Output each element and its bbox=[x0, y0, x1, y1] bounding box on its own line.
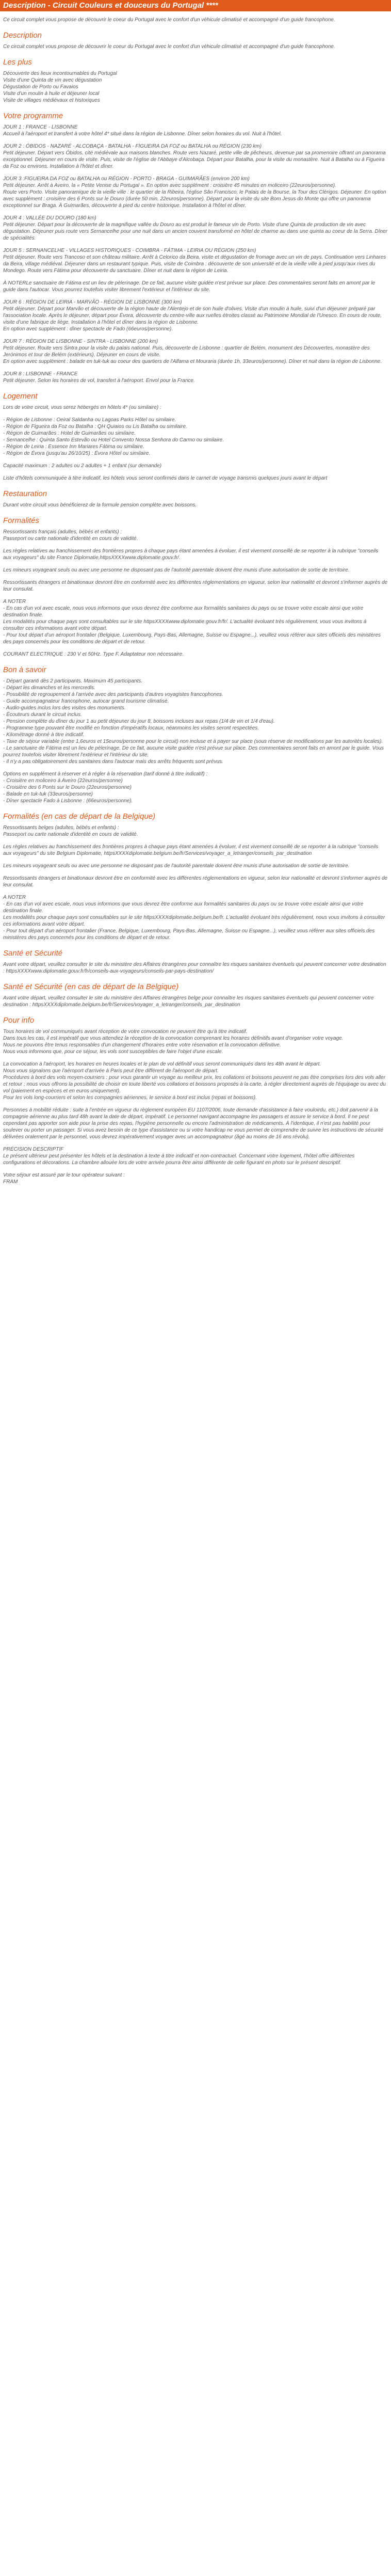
section-title: Formalités (en cas de départ de la Belgique) bbox=[3, 812, 156, 821]
page bbox=[0, 0, 391, 1185]
section-paragraph: La convocation à l'aéroport, les horaires en heures locales et le plan de vol définitif vous seront communiqués dans les 48h avant le départ. Nous vous signalons que l'aéroport d'arrivée à Paris peut être différent de l'aéroport de départ. Procédures à bord des vols moyen-courriers : pour vous garantir un voyage au meilleur prix, les collations et boissons peuvent ne pas être comprises lors des vols aller et retour ; nous vous offrons la possibilité de choisir en toute liberté vos collations et boissons proposés à la carte, à régler directement auprès de l'équipage ou avec du vol (paiement en espèces et en euros uniquement). Pour les vols long-courriers et selon les compagnies aériennes, le service à bord est inclus (repas et boissons). bbox=[3, 1061, 386, 1101]
section-paragraph: Les mineurs voyageant seuls ou avec une personne ne disposant pas de l'autorité parentale doivent être munis d'une autorisation de sortie de territoire. bbox=[3, 567, 350, 573]
sections-container bbox=[3, 30, 388, 1185]
section-paragraph: Options en supplément à réserver et à régler à la réservation (tarif donné à titre indicatif) : - Croisière en moliceiro à Aveiro (22euros/personne) - Croisière des 6 Ponts sur le Douro (22euros/personne) - Balade en tuk-tuk (33euros/personne) - Dîner spectacle Fado à Lisbonne : (66euros/personne). bbox=[3, 771, 208, 804]
section-paragraph: Durant votre circuit vous bénéficierez de la formule pension complète avec boissons. bbox=[3, 502, 197, 508]
intro-text: Ce circuit complet vous propose de découvrir le coeur du Portugal avec le confort d'un véhicule climatisé et accompagné d'un guide francophone. bbox=[3, 17, 335, 23]
section-paragraph: À NOTERLe sanctuaire de Fátima est un lieu de pèlerinage. De ce fait, aucune visite guidée n'est prévue sur place. Des commentaires seront faits en amont par le guide dans l'autocar. Vous pourrez toutefois visiter librement l'extérieur et l'intérieur du site. bbox=[3, 280, 376, 293]
section-paragraph: A NOTER - En cas d'un vol avec escale, nous vous informons que vous devrez être conforme aux formalités sanitaires du pays ou se trouve votre escale ainsi que votre destination finale. Les modalités pour chaque pays sont consultables sur le site httpsXXXXwww.diplomatie.gouv.fr/fr/. L'actualité évoluant très régulièrement, vous vous invitons à consulter ces informations avant votre départ. - Pour tout départ d'un aéroport frontalier (Belgique, Luxembourg, Pays-Bas, Allemagne, Suisse ou Espagne...), veuillez vous référer aux sites officiels des ministères des pays concernés pour les conditions de départ et de retour. bbox=[3, 599, 381, 645]
section-title: Votre programme bbox=[3, 112, 63, 120]
section-title: Logement bbox=[3, 392, 38, 401]
section-paragraph: JOUR 6 : RÉGION DE LEIRIA - MARVÃO - RÉGION DE LISBONNE (300 km) Petit déjeuner. Départ pour Marvão et découverte de la région haute de l'Alentejo et de son huile d'olives. Visite d'un moulin à huile, suivi d'un déjeuner préparé par l'association locale. Après le déjeuner, départ pour Évora, découverte du centre-ville aux ruelles étroites classé au Patrimoine Mondial de l'Unesco. En cours de route, visite d'une fabrique de liège. Installation à l'hôtel et dîner dans la région de Lisbonne. En option avec supplément : dîner spectacle de Fado (66euros/personne). bbox=[3, 299, 382, 332]
section bbox=[3, 489, 388, 508]
section-paragraph: Ressortissants français (adultes, bébés et enfants) : Passeport ou carte nationale d'identité en cours de validité. bbox=[3, 529, 138, 542]
section-paragraph: Les règles relatives au franchissement des frontières propres à chaque pays étant amenées à évoluer, il est vivement conseillé de se reporter à la rubrique "conseils aux voyageurs" du site France Diplomatie,httpsXXXXwww.diplomatie.gouv.fr/. bbox=[3, 548, 379, 561]
section-paragraph: Personnes à mobilité réduite : suite à l'entrée en vigueur du règlement européen EU 1107/2006, toute demande d'assistance à faire vouloirdu, etc.) doit parvenir à la compagnie aérienne au plus tard 48h avant la date de départ, impératif. Le personnel navigant accompagne les passagers et assure le service à bord. Il ne peut cependant pas apporter son aide pour la prise des repas, l'hygiène personnelle ou encore l'administration de médicaments. À l'identique, il n'est pas habilité pour soulever ou porter un passager. Si vous avez besoin de ce type d'assistance ou si votre handicap ne vous permet de comprendre de suivre les instructions de sécurité délivrées oralement par le personnel, vous devrez impérativement voyager avec un accompagnateur (âgé au moins de 16 ans révolu). bbox=[3, 1107, 383, 1140]
section-paragraph: Découverte des lieux incontournables du Portugal Visite d'une Quinta de vin avec dégustation Dégustation de Porto ou Favaios Visite d'un moulin à huile et déjeuner local Visite de villages médiévaux et historiques bbox=[3, 71, 117, 103]
section bbox=[3, 1015, 388, 1185]
section bbox=[3, 30, 388, 50]
section-paragraph: Ressortissants étrangers et binationaux devront être en conformité avec les différentes réglementations en vigueur, selon leur nationalité et devront s'informer auprès de leur consulat. bbox=[3, 580, 388, 592]
section-title: Description bbox=[3, 31, 42, 40]
section bbox=[3, 982, 388, 1008]
section bbox=[3, 57, 388, 104]
section-paragraph: Tous horaires de vol communiqués avant réception de votre convocation ne peuvent être qu'à titre indicatif. Dans tous les cas, il est impératif que vous attendiez la réception de la convocation comprenant les horaires définitifs avant d'organiser votre voyage. Nous ne pouvons être tenus responsables d'un changement d'horaires entre votre réservation et la convocation définitive. Nous vous informons que, pour ce séjour, les vols sont susceptibles de faire l'objet d'une escale. bbox=[3, 1029, 344, 1055]
section-paragraph: Les mineurs voyageant seuls ou avec une personne ne disposant pas de l'autorité parentale doivent être munis d'une autorisation de sortie de territoire. bbox=[3, 863, 350, 869]
section-paragraph: JOUR 1 : FRANCE - LISBONNE Accueil à l'aéroport et transfert à votre hôtel 4* situé dans la région de Lisbonne. Dîner selon horaires du vol. Nuit à l'hôtel. bbox=[3, 124, 282, 137]
section bbox=[3, 111, 388, 384]
section-title: Pour info bbox=[3, 1016, 35, 1025]
section-paragraph: COURANT ELECTRIQUE : 230 V et 50Hz. Type F. Adaptateur non nécessaire. bbox=[3, 651, 184, 657]
section-paragraph: JOUR 2 : ÓBIDOS - NAZARÉ - ALCOBAÇA - BATALHA - FIGUEIRA DA FOZ ou BATALHA ou RÉGION (230 km) Petit déjeuner. Départ vers Óbidos, cité médiévale aux maisons blanches. Route vers Nazaré, petite ville de pêcheurs, devenue par sa promenoire offrant un panorama exceptionnel. Déjeuner en cours de visite. Puis, visite de l'église de l'Abbaye d'Alcobaça. Départ pour Batalha, pour la visite du monastère. Nuit à Batalha ou à Figueira da Foz ou environs. Installation à l'hôtel et dîner. bbox=[3, 144, 386, 169]
section-paragraph: JOUR 5 : SERNANCELHE - VILLAGES HISTORIQUES - COIMBRA - FÁTIMA - LEIRIA OU RÉGION (250 km) Petit déjeuner. Route vers Trancoso et son château militaire. Arrêt à Celorico da Beira, visite et dégustation de fromage avec un vin de pays. Continuation vers Linhares da Beira, village médiéval. Déjeuner dans un restaurant typique. Puis, visite de Coimbra : découverte de son université et de la vieille ville à pied jusqu'aux rives du Mondego. Route vers Fátima pour découverte du sanctuaire. Dîner et nuit dans la région de Leiria. bbox=[3, 248, 386, 274]
section-title: Formalités bbox=[3, 516, 40, 525]
section-title: Les plus bbox=[3, 58, 32, 67]
section-paragraph: Liste d'hôtels communiquée à titre indicatif, les hôtels vous seront confirmés dans le carnet de voyage transmis quelques jours avant le départ bbox=[3, 475, 328, 481]
section bbox=[3, 812, 388, 941]
section bbox=[3, 665, 388, 804]
section bbox=[3, 948, 388, 975]
section-paragraph: - Départ garanti dès 2 participants. Maximum 45 participants. - Départ les dimanches et les mercredis. - Possibilité de regroupement à l'arrivée avec des participants d'autres voyagistes francophones. - Guide accompagnateur francophone, autocar grand tourisme climatisé. - Audio-guides inclus lors des visites des monuments. - Écouteurs durant le circuit inclus. - Pension complète du dîner du jour 1 au petit déjeuner du jour 8, boissons incluses aux repas (1/4 de vin et 1/4 d'eau). - Programme type pouvant être modifié en fonction d'impératifs locaux, néanmoins les visites seront respectées. - Kilométrage donné à titre indicatif. - Taxe de séjour variable (entre 1,6euros et 15euros/personne pour le circuit) non incluse et à payer sur place (sous réserve de modifications par les autorités locales). - Le sanctuaire de Fátima est un lieu de pèlerinage. De ce fait, aucune visite guidée n'est prévue sur place. Des commentaires seront faits en amont par le guide. Vous pourrez toutefois visiter librement l'extérieur et l'intérieur du site. - Il n'y a pas obligatoirement des sanitaires dans l'autocar mais des arrêts fréquents sont prévus. bbox=[3, 678, 384, 765]
section-paragraph: A NOTER - En cas d'un vol avec escale, nous vous informons que vous devrez être conforme aux formalités sanitaires du pays ou se trouve votre escale ainsi que votre destination finale. Les modalités pour chaque pays sont consultables sur le site httpsXXXXdiplomatie.belgium.be/fr. L'actualité évoluant très régulièrement, nous vous invitons à consulter ces informations avant votre départ. - Pour tout départ d'un aéroport frontalier (France, Belgique, Luxembourg, Pays-Bas, Allemagne, Suisse ou Espagne...), veuillez vous référer aux sites officiels des ministères des pays concernés pour les conditions de départ et de retour. bbox=[3, 895, 385, 941]
section-paragraph: JOUR 4 : VALLÉE DU DOURO (180 km) Petit déjeuner. Départ pour la découverte de la magnifique vallée du Douro au est produit le fameux vin de Porto. Visite d'une Quinta de production de vin avec dégustation. Déjeuner puis route vers Sernancelhe pour une nuit dans un ancien couvent transformé en hôtel de charme au dans une quinta au coeur de la Serra. Dîner de spécialités. bbox=[3, 215, 387, 241]
section-paragraph: Ressortissants belges (adultes, bébés et enfants) : Passeport ou carte nationale d'identité en cours de validité. bbox=[3, 825, 138, 837]
section-paragraph: - Région de Lisbonne : Oeiral Saldanha ou Lagoas Parks Hôtel ou similaire. - Région de Figueira da Foz ou Batalha : QH Quiaios ou Lis Batalha ou similaire. - Région de Guimarães : Hotel de Guimarães ou similaire. - Sernancelhe : Quinta Santo Estevão ou Hotel Convento Nossa Senhora do Carmo ou similaire. - Région de Leiria : Essence Inn Mariares Fátima ou similaire. - Région de Évora (jusqu'au 26/10/25) : Évora Hôtel ou similaire. bbox=[3, 417, 224, 456]
section-paragraph: JOUR 8 : LISBONNE - FRANCE Petit déjeuner. Selon les horaires de vol, transfert à l'aéroport. Envol pour la France. bbox=[3, 371, 195, 384]
section-title: Santé et Sécurité bbox=[3, 949, 63, 958]
section-paragraph: Avant votre départ, veuillez consulter le site du ministère des Affaires étrangères pour connaître les risques sanitaires éventuels qui peuvent concerner votre destination : httpsXXXXwww.diplomatie.gouv.fr/fr/conseils-aux-voyageurs/conseils-par-pays-destination/ bbox=[3, 962, 386, 974]
section-paragraph: Les règles relatives au franchissement des frontières propres à chaque pays étant amenées à évoluer, il est vivement conseillé de se reporter à la rubrique "conseils aux voyageurs" du site Belgium Diplomatie, httpsXXXXdiplomatie.belgium.be/fr/Services/voyager_a_letranger/conseils_par_destination bbox=[3, 844, 379, 856]
section-paragraph: Ressortissants étrangers et binationaux devront être en conformité avec les différentes réglementations en vigueur, selon leur nationalité et devront s'informer auprès de leur consulat. bbox=[3, 876, 388, 888]
section-title: Santé et Sécurité (en cas de départ de la Belgique) bbox=[3, 982, 179, 991]
section bbox=[3, 516, 388, 658]
section-paragraph: JOUR 7 : RÉGION DE LISBONNE - SINTRA - LISBONNE (200 km) Petit déjeuner. Route vers Sintra pour la visite du palais national. Puis, découverte de Lisbonne : quartier de Belém, monument des Découvertes, monastère des Jerónimos et tour de Belém (extérieurs). Déjeuner en cours de visite. En option avec supplément : balade en tuk-tuk au coeur des quartiers de l'Alfama et Mouraria (durée 1h, 33euros/personne). Dîner et nuit dans la région de Lisbonne. bbox=[3, 339, 382, 364]
section-paragraph: Votre séjour est assuré par le tour opérateur suivant : FRAM bbox=[3, 1172, 125, 1185]
section-paragraph: Capacité maximum : 2 adultes ou 2 adultes + 1 enfant (sur demande) bbox=[3, 463, 162, 469]
section-title: Restauration bbox=[3, 489, 47, 498]
section-paragraph: Ce circuit complet vous propose de découvrir le coeur du Portugal avec le confort d'un véhicule climatisé et accompagné d'un guide francophone. bbox=[3, 44, 335, 50]
section-paragraph: Lors de votre circuit, vous serez hébergés en hôtels 4* (ou similaire) : bbox=[3, 405, 161, 410]
section bbox=[3, 391, 388, 482]
section-title: Bon à savoir bbox=[3, 665, 46, 674]
content bbox=[0, 17, 391, 1185]
section-paragraph: PRÉCISION DESCRIPTIF Le présent ultérieur peut présenter les hôtels et la destination à texte à titre indicatif et non-contractuel. Concernant votre logement, l'hôtel offre différentes configurations et décorations. La chambre allouée lors de votre arrivée pourra être ainsi différente de celle figurant en photo sur le présent descriptif. bbox=[3, 1147, 355, 1166]
section-paragraph: JOUR 3 :FIGUEIRA DA FOZ ou BATALHA ou RÉGION - PORTO - BRAGA - GUIMARÃES (environ 200 km) Petit déjeuner. Arrêt à Aveiro, la « Petite Venise du Portugal ». En option avec supplément : croisière 45 minutes en moliceiro (22euros/personne). Route vers Porto. Visite panoramique de la vieille ville : le quartier de la Ribeira, l'église São Francisco, le Palais de la Bourse, la Tour des Clérigos. Déjeuner. En option avec supplément : croisière des 6 Ponts sur le Douro (durée 50 min, 22euros/personne). Départ pour la visite du site Bom Jesus do Monte qui offre un panorama exceptionnel sur Braga. À Guimarães, découverte à pied du centre historique. Installation à l'hôtel et dîner. bbox=[3, 176, 386, 209]
section-paragraph: Avant votre départ, veuillez consulter le site du ministère des Affaires étrangères belge pour connaître les risques sanitaires éventuels qui peuvent concerner votre destination : httpsXXXXdiplomatie.belgium.be/fr/Services/voyager_a_letranger/conseils_par_destination bbox=[3, 995, 374, 1008]
page-banner-title: Description - Circuit Couleurs et douceurs du Portugal **** bbox=[0, 0, 391, 11]
